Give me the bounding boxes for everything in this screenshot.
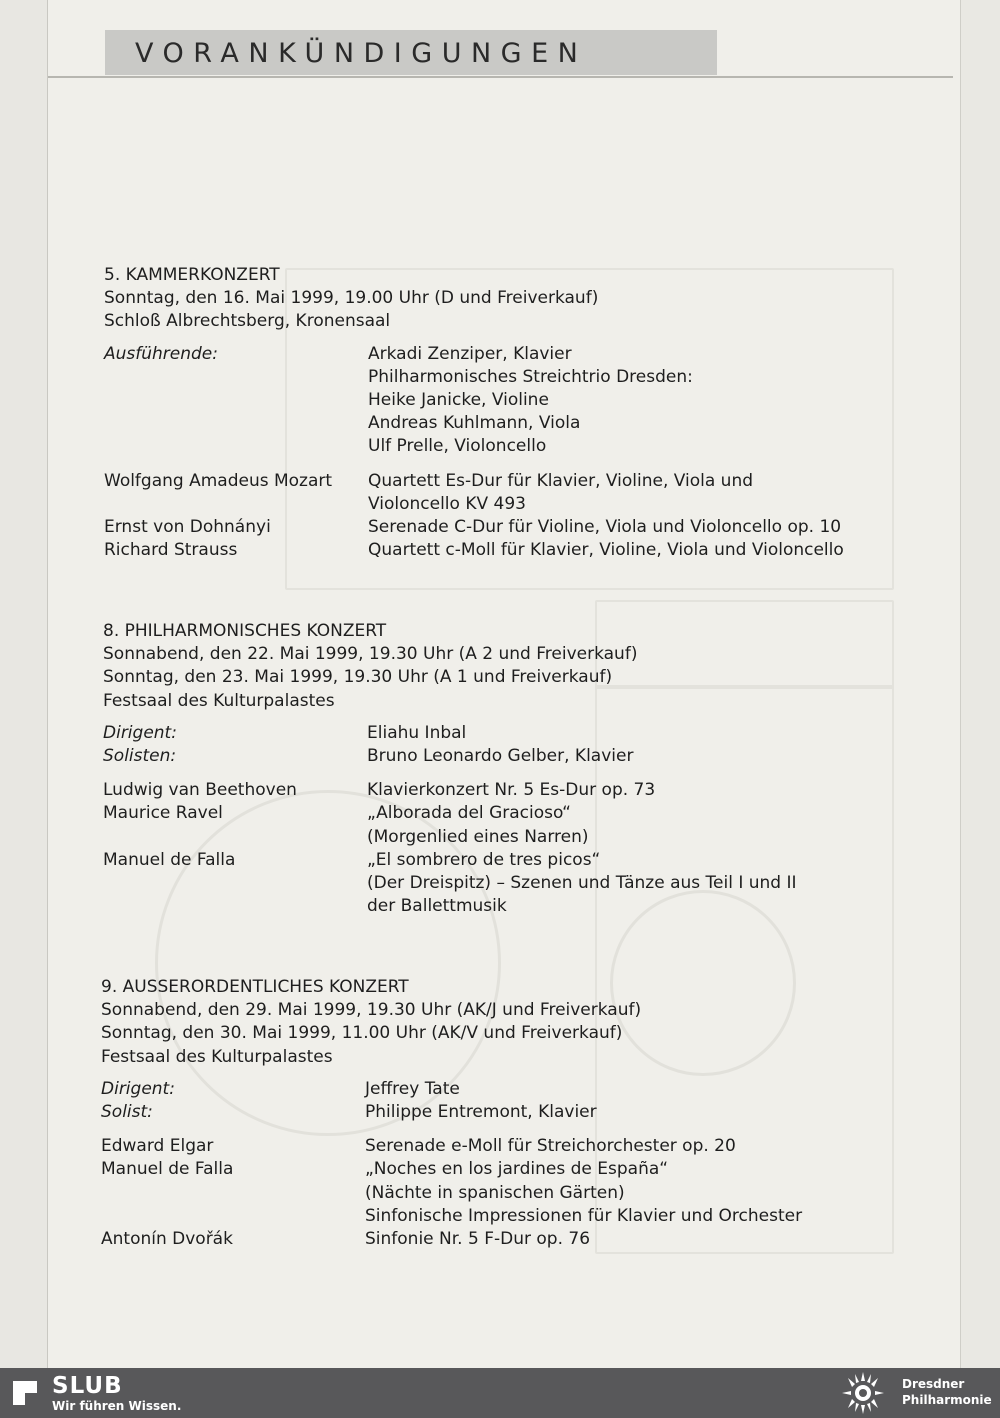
concert-date: Sonnabend, den 29. Mai 1999, 19.30 Uhr (AK/J und Freiverkauf) bbox=[101, 1000, 642, 1021]
work: (Der Dreispitz) – Szenen und Tänze aus Teil I und II bbox=[367, 872, 797, 893]
work: Serenade e-Moll für Streichorchester op. 20 bbox=[365, 1136, 736, 1157]
slub-logo-icon bbox=[10, 1378, 40, 1408]
program-row bbox=[101, 1158, 802, 1228]
program-row bbox=[104, 516, 844, 539]
concert-date: Sonntag, den 16. Mai 1999, 19.00 Uhr (D und Freiverkauf) bbox=[104, 288, 599, 309]
conductor: Jeffrey Tate bbox=[365, 1078, 460, 1099]
concert-title: 9. AUSSERORDENTLICHES KONZERT bbox=[101, 977, 409, 997]
work: Quartett Es-Dur für Klavier, Violine, Viola und bbox=[368, 470, 754, 491]
footer-bar bbox=[0, 1368, 1000, 1418]
soloist-row bbox=[101, 1101, 802, 1124]
concert-date: Sonntag, den 30. Mai 1999, 11.00 Uhr (AK/V und Freiverkauf) bbox=[101, 1023, 623, 1044]
concert-venue: Festsaal des Kulturpalastes bbox=[103, 690, 335, 711]
work: Quartett c-Moll für Klavier, Violine, Viola und Violoncello bbox=[368, 540, 844, 561]
work: Sinfonie Nr. 5 F-Dur op. 76 bbox=[365, 1228, 591, 1249]
conductor-label: Dirigent: bbox=[101, 1078, 175, 1099]
program-row bbox=[101, 1228, 802, 1251]
performer: Ulf Prelle, Violoncello bbox=[368, 436, 547, 457]
concert-section-ausserordentliches-konzert bbox=[101, 976, 802, 1251]
philharmonie-logo-icon bbox=[840, 1371, 886, 1415]
work: Serenade C-Dur für Violine, Viola und Violoncello op. 10 bbox=[368, 516, 842, 537]
conductor-row bbox=[101, 1078, 802, 1101]
left-page-edge bbox=[0, 0, 48, 1368]
work: Violoncello KV 493 bbox=[368, 493, 526, 514]
composer: Maurice Ravel bbox=[103, 803, 223, 824]
performer: Heike Janicke, Violine bbox=[368, 389, 549, 410]
work: „Noches en los jardines de España“ bbox=[365, 1159, 669, 1180]
work: „Alborada del Gracioso“ bbox=[367, 803, 571, 824]
conductor-label: Dirigent: bbox=[103, 722, 177, 743]
program-row bbox=[104, 539, 844, 562]
performers-row bbox=[104, 343, 844, 459]
orchestra-name-line1: Dresdner bbox=[902, 1377, 965, 1391]
program-row bbox=[103, 779, 797, 802]
composer: Richard Strauss bbox=[104, 540, 238, 561]
concert-title: 8. PHILHARMONISCHES KONZERT bbox=[103, 621, 387, 641]
concert-venue: Schloß Albrechtsberg, Kronensaal bbox=[104, 311, 391, 332]
work: (Morgenlied eines Narren) bbox=[367, 826, 589, 847]
soloist: Philippe Entremont, Klavier bbox=[365, 1101, 597, 1122]
work: (Nächte in spanischen Gärten) bbox=[365, 1182, 625, 1203]
soloist-row bbox=[103, 745, 797, 768]
composer: Wolfgang Amadeus Mozart bbox=[104, 470, 333, 491]
right-page-edge bbox=[960, 0, 1000, 1368]
performer: Philharmonisches Streichtrio Dresden: bbox=[368, 366, 693, 387]
concert-section-philharmonisches-konzert bbox=[103, 620, 797, 918]
composer: Edward Elgar bbox=[101, 1136, 214, 1157]
page-title: VORANKÜNDIGUNGEN bbox=[135, 38, 588, 69]
work: „El sombrero de tres picos“ bbox=[367, 849, 601, 870]
performers-label: Ausführende: bbox=[104, 343, 218, 364]
conductor-row bbox=[103, 722, 797, 745]
concert-venue: Festsaal des Kulturpalastes bbox=[101, 1046, 333, 1067]
work: der Ballettmusik bbox=[367, 896, 507, 917]
concert-date: Sonntag, den 23. Mai 1999, 19.30 Uhr (A 1 und Freiverkauf) bbox=[103, 667, 613, 688]
program-row bbox=[103, 849, 797, 919]
composer: Antonín Dvořák bbox=[101, 1228, 233, 1249]
concert-section-kammerkonzert bbox=[104, 264, 844, 562]
composer: Manuel de Falla bbox=[103, 849, 236, 870]
library-name: SLUB bbox=[52, 1373, 123, 1399]
soloist: Bruno Leonardo Gelber, Klavier bbox=[367, 745, 634, 766]
work: Sinfonische Impressionen für Klavier und Orchester bbox=[365, 1205, 803, 1226]
program-row bbox=[104, 470, 844, 516]
program-row bbox=[101, 1135, 802, 1158]
concert-date: Sonnabend, den 22. Mai 1999, 19.30 Uhr (A 2 und Freiverkauf) bbox=[103, 644, 638, 665]
work: Klavierkonzert Nr. 5 Es-Dur op. 73 bbox=[367, 780, 656, 801]
composer: Ernst von Dohnányi bbox=[104, 516, 271, 537]
program-row bbox=[103, 802, 797, 848]
soloist-label: Solisten: bbox=[103, 745, 177, 766]
concert-title: 5. KAMMERKONZERT bbox=[104, 265, 280, 285]
library-tagline: Wir führen Wissen. bbox=[52, 1399, 182, 1413]
composer: Manuel de Falla bbox=[101, 1159, 234, 1180]
page-fold-line bbox=[48, 76, 953, 78]
performer: Arkadi Zenziper, Klavier bbox=[368, 343, 572, 364]
performer: Andreas Kuhlmann, Viola bbox=[368, 413, 581, 434]
orchestra-name-line2: Philharmonie bbox=[902, 1393, 992, 1407]
composer: Ludwig van Beethoven bbox=[103, 780, 297, 801]
soloist-label: Solist: bbox=[101, 1101, 153, 1122]
conductor: Eliahu Inbal bbox=[367, 722, 467, 743]
